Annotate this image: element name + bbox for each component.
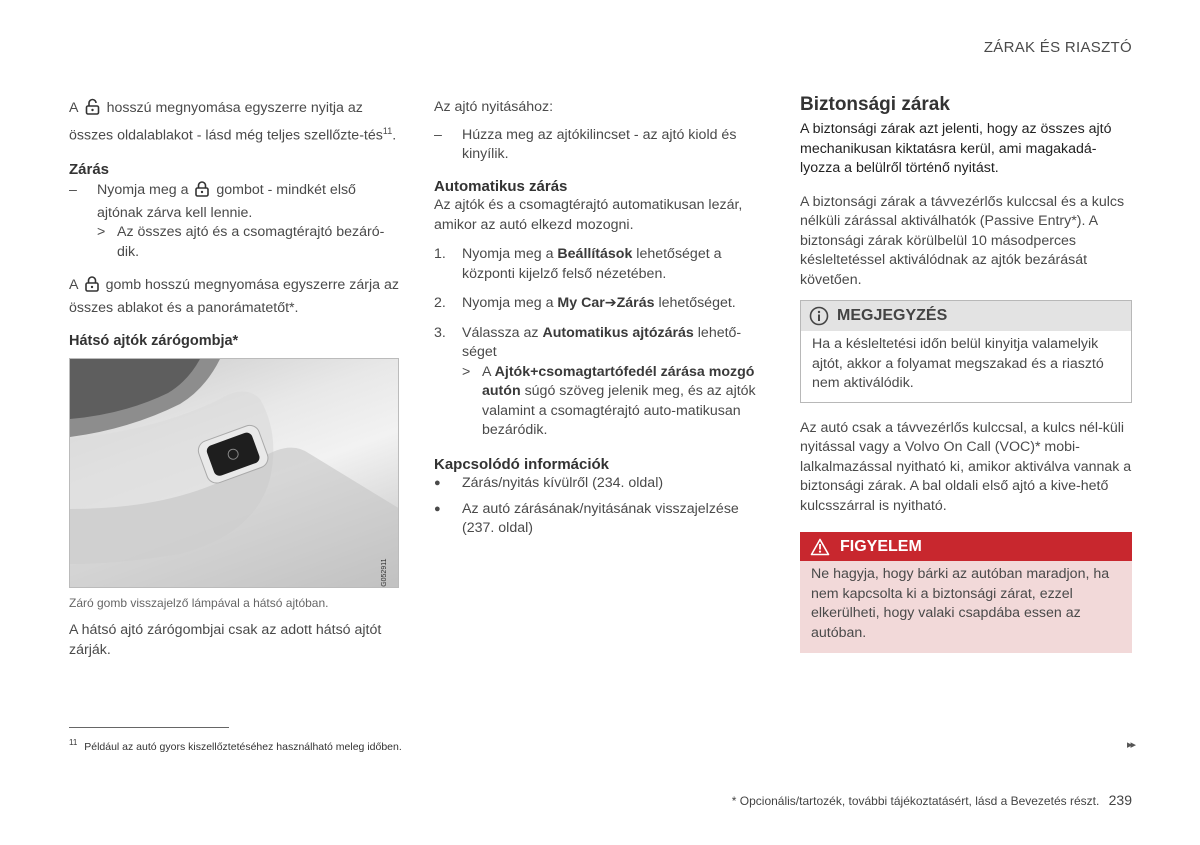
- security-locks-lead: A biztonsági zárak azt jelenti, hogy az összes ajtó mechanikusan kiktatásra kerül, ami magakadá-lyozza a belülről történő nyitást.: [800, 121, 1112, 176]
- my-car-label: My Car: [557, 295, 605, 311]
- column-right: [800, 94, 1132, 653]
- rear-door-text: A hátsó ajtó zárógombjai csak az adott hátsó ajtót zárják.: [69, 622, 382, 658]
- warning-box: [800, 532, 1132, 653]
- image-code: G052911: [380, 558, 388, 588]
- rear-door-heading: Hátsó ajtók zárógombja*: [69, 333, 239, 350]
- footnote-rule: [69, 727, 229, 728]
- lock-icon: [195, 181, 209, 204]
- warning-text: Ne hagyja, hogy bárki az autóban maradjon, ha nem kapcsolta ki a biztonsági zárat, ezzel elkerülheti, hogy valaki csapdába essen az autóban.: [800, 561, 1132, 653]
- unlock-intro-paragraph: A hosszú megnyomása egyszerre nyitja az összes oldalablakot - lásd még teljes szellőzte-tés$^{11}$.: [69, 100, 397, 144]
- locking-heading: Zárás: [69, 160, 110, 178]
- photo-caption: Záró gomb visszajelző lámpával a hátsó ajtóban.: [69, 595, 329, 610]
- menu-arrow-icon: ➔: [604, 295, 617, 311]
- lock-icon: [85, 276, 99, 299]
- auto-lock-heading: Automatikus zárás: [434, 177, 568, 195]
- long-press-paragraph: A gomb hosszú megnyomása egyszerre zárja az összes ablakot és a panorámatetőt*.: [69, 277, 399, 316]
- optional-note: * Opcionális/tartozék, további tájékoztatásért, lásd a Bevezetés részt.: [731, 794, 1100, 808]
- info-icon: [809, 306, 829, 326]
- unlock-icon: [85, 98, 100, 122]
- related-info-heading: Kapcsolódó információk: [434, 455, 610, 473]
- auto-lock-result: > A Ajtók+csomagtartófedél zárása mozgó autón súgó szöveg jelenik meg, és az ajtók valamint a csomagtérajtó auto-matikusan bezáródik.: [462, 363, 756, 438]
- auto-lock-step-3: 3. Válassza az Automatikus ajtózárás lehető-séget: [434, 324, 742, 360]
- note-header: MEGJEGYZÉS: [801, 301, 1131, 331]
- footnote-ref[interactable]: 11: [382, 125, 393, 136]
- page-number: 239: [1108, 792, 1132, 808]
- locking-menu-label: Zárás: [616, 295, 655, 311]
- column-middle: [434, 98, 769, 539]
- note-text: Ha a késleltetési időn belül kinyitja valamelyik ajtót, akkor a folyamat megszakad és a riasztó nem aktiválódik.: [812, 336, 1104, 391]
- locking-step: – Nyomja meg a gombot - mindkét első ajtónak zárva kell lennie.: [69, 182, 356, 221]
- column-left: [69, 98, 399, 660]
- auto-lock-text: Az ajtók és a csomagtérajtó automatikusan lezár, amikor az autó elkezd mozogni.: [434, 197, 743, 233]
- security-locks-paragraph-2: Az autó csak a távvezérlős kulccsal, a kulcs nél-küli nyitással vagy a Volvo On Call (VOC)* mobi-lalkalmazással nyitható ki, amikor aktiválva vannak a biztonsági zárak. A bal oldali első ajtó a kive-hető kulcsszárral is nyitható.: [800, 419, 1132, 514]
- related-link-1[interactable]: ● Zárás/nyitás kívülről (234. oldal): [434, 475, 664, 491]
- security-locks-heading: Biztonsági zárak: [800, 94, 950, 115]
- locking-result: > Az összes ajtó és a csomagtérajtó bezáró-dik.: [97, 224, 385, 260]
- rear-door-lock-photo: [69, 358, 399, 588]
- section-header: ZÁRAK ÉS RIASZTÓ: [983, 39, 1132, 56]
- open-step: – Húzza meg az ajtókilincset - az ajtó kiold és kinyílik.: [434, 126, 737, 162]
- auto-door-lock-label: Automatikus ajtózárás: [542, 324, 694, 341]
- open-intro: Az ajtó nyitásához:: [434, 99, 554, 115]
- auto-lock-step-1: 1. Nyomja meg a Beállítások lehetőséget a központi kijelző felső nézetében.: [434, 246, 722, 282]
- help-text-label: Ajtók+csomagtartófedél zárása mozgó autón: [482, 363, 755, 399]
- continue-arrows-icon[interactable]: ▸▸: [1126, 739, 1134, 751]
- related-link-2[interactable]: ● Az autó zárásának/nyitásának visszajelzése (237. oldal): [434, 500, 739, 536]
- auto-lock-step-2: 2. Nyomja meg a My Car➔Zárás lehetőséget.: [434, 295, 736, 311]
- page-footer: [732, 791, 1132, 812]
- settings-label: Beállítások: [557, 246, 633, 262]
- note-box: [800, 300, 1132, 403]
- security-locks-paragraph-1: A biztonsági zárak a távvezérlős kulccsal és a kulcs nélküli zárással aktiválhatók (Passive Entry*). A biztonsági zárak körülbelül 10 másodperces késleltetéssel aktiválódnak az ajtók bezárását követően.: [800, 193, 1125, 288]
- warning-triangle-icon: [810, 538, 830, 556]
- footnote: $^{11}$ Például az autó gyors kiszellőztetéséhez használható meleg időben.: [69, 738, 402, 753]
- warning-header: FIGYELEM: [800, 532, 1132, 561]
